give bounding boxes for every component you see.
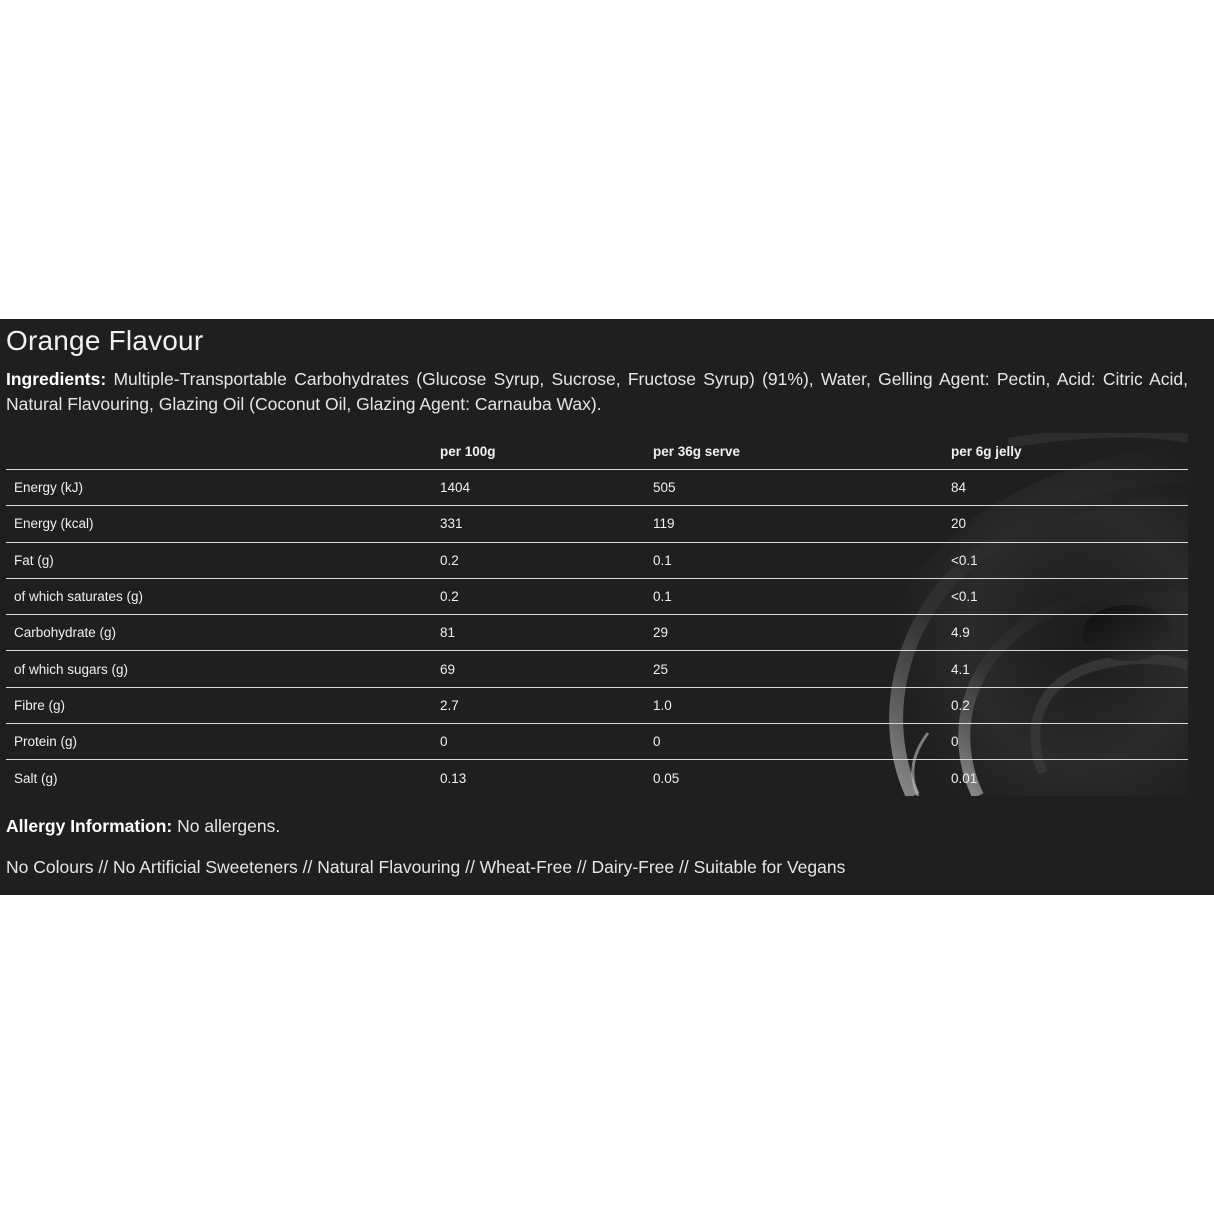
cell-per-serve: 0.1 <box>653 542 951 578</box>
nutrition-table <box>6 433 1188 796</box>
cell-per-serve: 0.1 <box>653 578 951 614</box>
row-label: Protein (g) <box>6 724 440 760</box>
cell-per-100g: 2.7 <box>440 687 653 723</box>
allergy-label: Allergy Information: <box>6 816 173 836</box>
cell-per-serve: 29 <box>653 615 951 651</box>
nutrition-table-container <box>6 433 1188 796</box>
row-label: Energy (kJ) <box>6 470 440 506</box>
ingredients-paragraph <box>6 367 1188 417</box>
row-label: Carbohydrate (g) <box>6 615 440 651</box>
cell-per-serve: 0 <box>653 724 951 760</box>
table-row <box>6 724 1188 760</box>
product-claims: No Colours // No Artificial Sweeteners // Natural Flavouring // Wheat-Free // Dairy-Free // Suitable for Vegans <box>6 857 846 877</box>
row-label: of which sugars (g) <box>6 651 440 687</box>
cell-per-100g: 0 <box>440 724 653 760</box>
row-label: Fat (g) <box>6 542 440 578</box>
cell-per-jelly: <0.1 <box>951 578 1188 614</box>
cell-per-serve: 1.0 <box>653 687 951 723</box>
cell-per-jelly: 84 <box>951 470 1188 506</box>
cell-per-jelly: 20 <box>951 506 1188 542</box>
column-header <box>6 433 440 470</box>
cell-per-100g: 0.2 <box>440 578 653 614</box>
cell-per-jelly: 0.01 <box>951 770 978 786</box>
table-row <box>6 506 1188 542</box>
table-row <box>6 651 1188 687</box>
ingredients-label: Ingredients: <box>6 369 107 389</box>
table-row <box>6 760 1188 796</box>
product-info-panel <box>0 319 1214 895</box>
cell-per-serve: 505 <box>653 470 951 506</box>
table-row <box>6 470 1188 506</box>
cell-per-jelly: 0.2 <box>951 687 1188 723</box>
cell-per-100g: 69 <box>440 651 653 687</box>
cell-per-100g: 0.2 <box>440 542 653 578</box>
column-header-per-jelly: per 6g jelly <box>951 433 1188 470</box>
cell-per-jelly: 4.9 <box>951 615 1188 651</box>
cell-per-jelly: 0 <box>951 724 1188 760</box>
cell-per-serve: 119 <box>653 506 951 542</box>
cell-per-jelly: <0.1 <box>951 542 1188 578</box>
cell-per-100g: 1404 <box>440 470 653 506</box>
cell-per-100g: 331 <box>440 506 653 542</box>
row-label: Energy (kcal) <box>6 506 440 542</box>
cell-per-100g: 0.13 <box>440 770 467 786</box>
table-row <box>6 687 1188 723</box>
cell-per-100g: 81 <box>440 615 653 651</box>
cell-per-jelly: 4.1 <box>951 651 1188 687</box>
table-row <box>6 542 1188 578</box>
product-title: Orange Flavour <box>6 325 204 356</box>
cell-per-serve: 0.05 <box>653 770 680 786</box>
column-header-per-100g: per 100g <box>440 433 653 470</box>
table-row <box>6 578 1188 614</box>
row-label: of which saturates (g) <box>6 578 440 614</box>
row-label: Fibre (g) <box>6 687 440 723</box>
cell-per-serve: 25 <box>653 651 951 687</box>
ingredients-text: Multiple-Transportable Carbohydrates (Glucose Syrup, Sucrose, Fructose Syrup) (91%), Water, Gelling Agent: Pectin, Acid: Citric Acid, Natural Flavouring, Glazing Oil (Coconut Oil, Glazing Agent: Carnauba Wax). <box>6 369 1188 414</box>
allergy-text: No allergens. <box>172 816 281 836</box>
allergy-information <box>6 816 280 837</box>
row-label: Salt (g) <box>14 770 58 786</box>
table-row <box>6 615 1188 651</box>
table-header-row <box>6 433 1188 470</box>
column-header-per-serve: per 36g serve <box>653 433 951 470</box>
